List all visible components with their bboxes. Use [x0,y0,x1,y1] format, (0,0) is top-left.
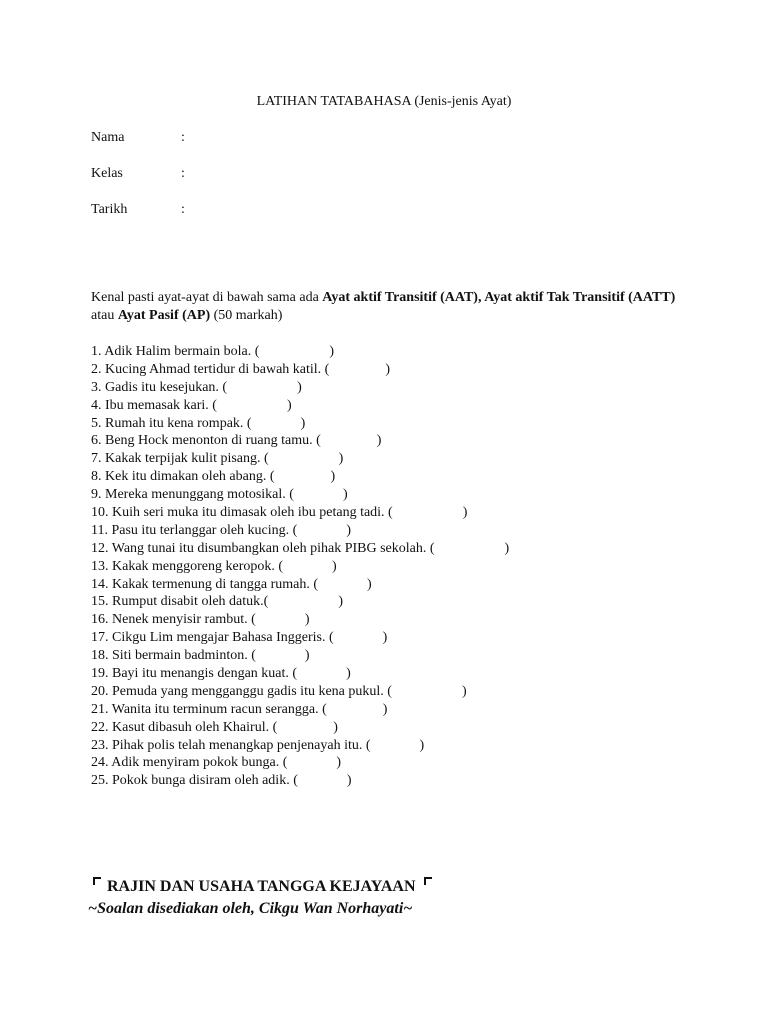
question-item: 13. Kakak menggoreng keropok. ( ) [91,558,337,574]
question-item: 9. Mereka menunggang motosikal. ( ) [91,487,348,503]
page-title [0,94,768,110]
bracket-icon [93,877,101,885]
question-item: 21. Wanita itu terminum racun serangga. ( ) [91,701,388,717]
instruction-type-active: Ayat aktif Transitif (AAT), Ayat aktif Tak Transitif (AATT) [322,290,676,305]
instruction-marks: (50 markah) [210,308,283,323]
field-label: Nama [91,130,125,145]
field-label: Kelas [91,166,123,181]
question-item: 19. Bayi itu menangis dengan kuat. ( ) [91,666,351,682]
instruction-type-passive: Ayat Pasif (AP) [117,308,211,323]
question-item: 22. Kasut dibasuh oleh Khairul. ( ) [91,719,338,735]
question-item: 17. Cikgu Lim mengajar Bahasa Inggeris. ( ) [91,630,388,646]
motto-line [91,877,438,896]
question-item: 11. Pasu itu terlanggar oleh kucing. ( ) [91,522,351,538]
question-item: 25. Pokok bunga disiram oleh adik. ( ) [91,773,352,789]
question-item: 16. Nenek menyisir rambut. ( ) [91,612,310,628]
question-list [91,343,509,790]
instruction-paragraph [91,289,681,325]
instruction-atau: atau [91,308,118,323]
question-item: 7. Kakak terpijak kulit pisang. ( ) [91,451,344,467]
field-kelas [91,166,185,182]
question-item: 23. Pihak polis telah menangkap penjenayah itu. ( ) [91,737,425,753]
instruction-intro: Kenal pasti ayat-ayat di bawah sama ada [91,290,323,305]
credit-text: ~Soalan disediakan oleh, Cikgu Wan Norhayati~ [88,900,413,917]
field-label: Tarikh [91,202,128,217]
question-item: 2. Kucing Ahmad tertidur di bawah katil. ( ) [91,361,390,377]
motto-text: RAJIN DAN USAHA TANGGA KEJAYAAN [107,878,416,895]
question-item: 5. Rumah itu kena rompak. ( ) [91,415,306,431]
question-item: 8. Kek itu dimakan oleh abang. ( ) [91,469,336,485]
question-item: 6. Beng Hock menonton di ruang tamu. ( ) [91,433,382,449]
field-colon: : [181,130,185,145]
title-text: LATIHAN TATABAHASA (Jenis-jenis Ayat) [256,94,512,109]
question-item: 20. Pemuda yang mengganggu gadis itu kena pukul. ( ) [91,683,467,699]
question-item: 18. Siti bermain badminton. ( ) [91,648,310,664]
question-item: 15. Rumput disabit oleh datuk.( ) [91,594,343,610]
question-item: 12. Wang tunai itu disumbangkan oleh pihak PIBG sekolah. ( ) [91,540,510,556]
question-item: 4. Ibu memasak kari. ( ) [91,397,292,413]
question-item: 10. Kuih seri muka itu dimasak oleh ibu petang tadi. ( ) [91,505,468,521]
question-item: 3. Gadis itu kesejukan. ( ) [91,379,302,395]
question-item: 1. Adik Halim bermain bola. ( ) [91,344,335,359]
field-colon: : [181,166,185,181]
field-tarikh [91,202,185,218]
credit-line [88,900,412,918]
bracket-icon [424,877,432,885]
field-colon: : [181,202,185,217]
field-nama [91,130,185,146]
question-item: 24. Adik menyiram pokok bunga. ( ) [91,755,342,771]
question-item: 14. Kakak termenung di tangga rumah. ( ) [91,576,372,592]
